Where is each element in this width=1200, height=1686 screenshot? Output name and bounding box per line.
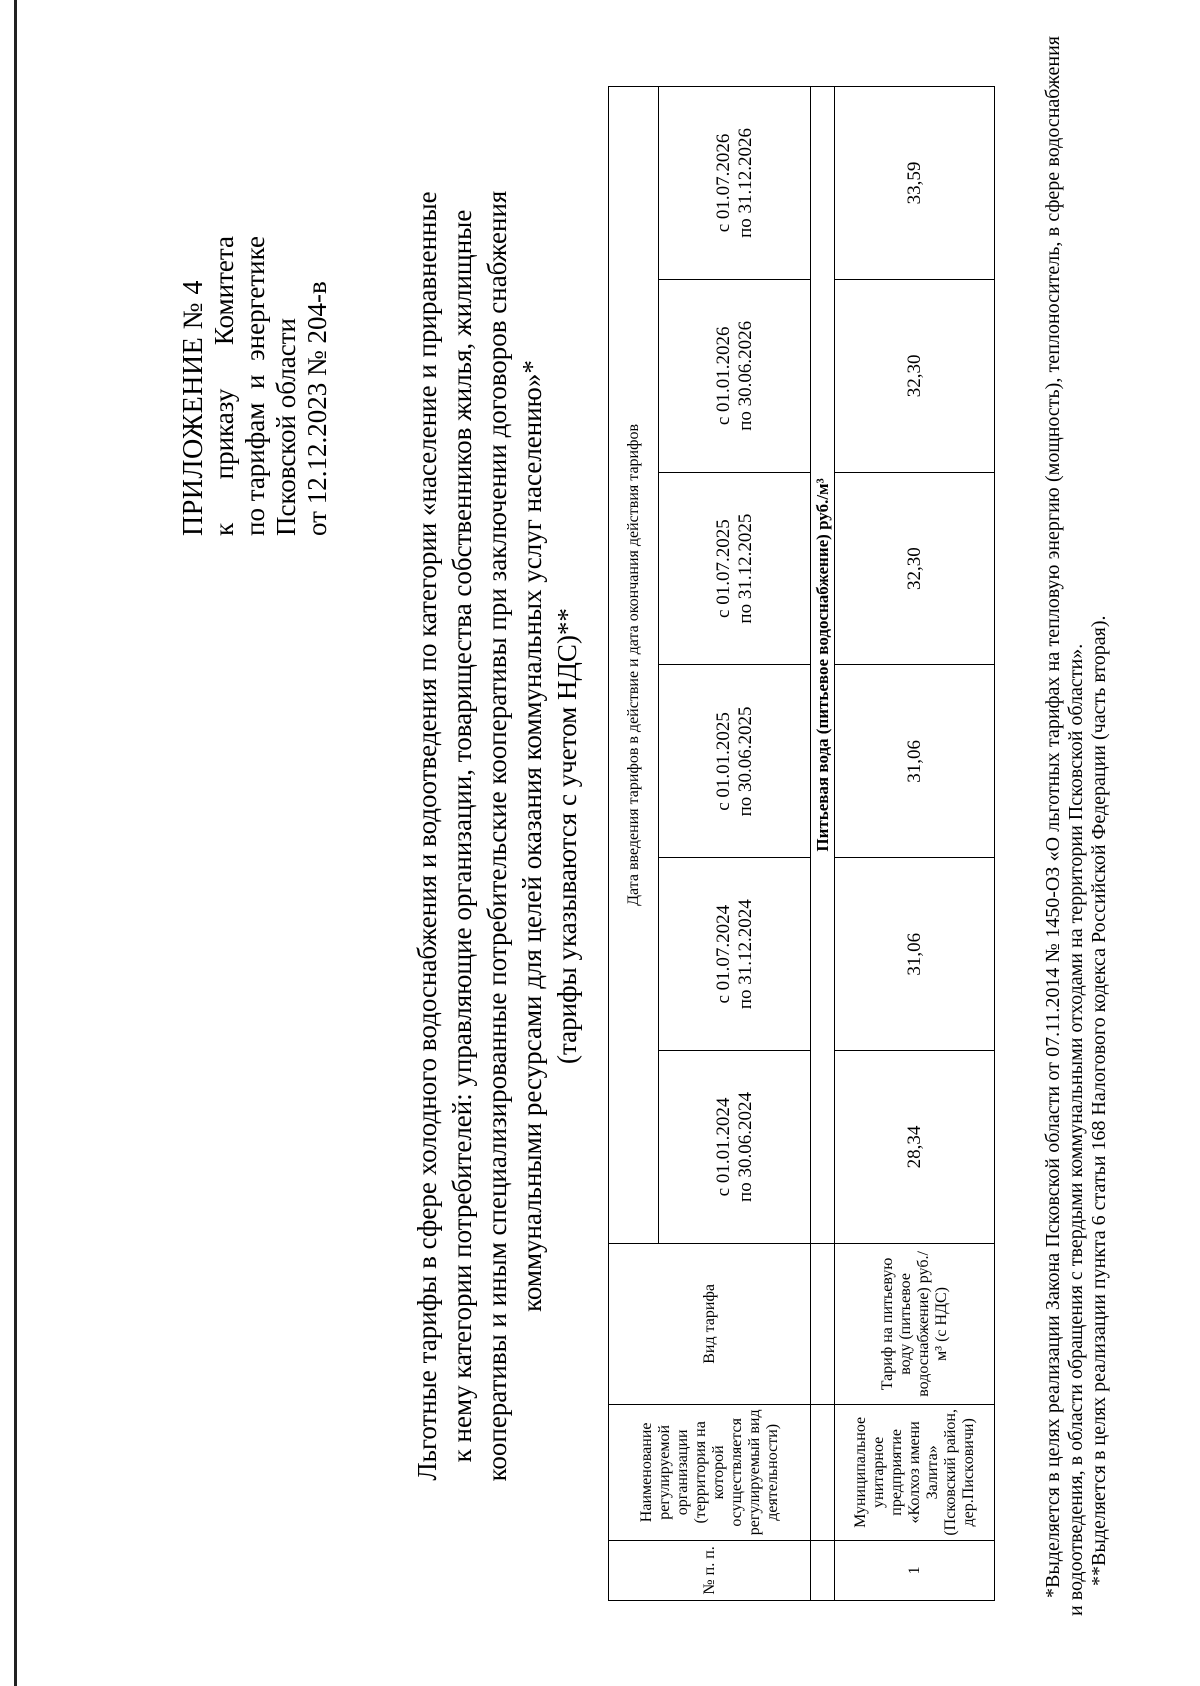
header-kind: Вид тарифа: [609, 1243, 811, 1404]
tariff-value: 32,30: [835, 279, 995, 472]
table-section-row: [811, 87, 835, 1601]
title-line: (тарифы указываются с учетом НДС)**: [552, 608, 582, 1064]
appendix-region: Псковской области: [271, 317, 301, 536]
tariff-value: 32,30: [835, 472, 995, 665]
footnotes: [1042, 36, 1111, 1616]
section-spacer: [811, 1540, 835, 1600]
appendix-word: энергетике: [240, 236, 270, 361]
tariff-value: 28,34: [835, 1051, 995, 1244]
appendix-word: по тарифам: [240, 402, 270, 536]
appendix-word: и: [240, 374, 270, 390]
appendix-word: Комитета: [209, 236, 239, 346]
header-num: № п. п.: [609, 1540, 811, 1600]
title-line: Льготные тарифы в сфере холодного водоснабжения и водоотведения по категории «население и приравненные: [412, 191, 442, 1481]
row-kind: Тариф на питьевую воду (питьевое водоснабжение) руб./м³ (с НДС): [835, 1243, 995, 1404]
period-header: с 01.01.2025 по 30.06.2025: [659, 665, 811, 858]
footnote-1: *Выделяется в целях реализации Закона Псковской области от 07.11.2014 № 1450-ОЗ «О льготных тарифах на тепловую энергию (мощность), теплоноситель, в сфере водоснабжения и водоотведения, в области обращения с твердыми коммунальными отходами на территории Псковской области».: [1042, 36, 1087, 1616]
appendix-order-date: от 12.12.2023 № 204-в: [302, 281, 332, 536]
title-line: к нему категории потребителей: управляющие организации, товарищества собственников жилья, жилищные: [447, 209, 477, 1463]
footnote-2: **Выделяется в целях реализации пункта 6 статьи 168 Налогового кодекса Российской Федерации (часть вторая).: [1088, 615, 1110, 1586]
row-org: Муниципальное унитарное предприятие «Колхоз имени Залита» (Псковский район, дер.Пискoвичи): [835, 1404, 995, 1540]
period-header: с 01.01.2026 по 30.06.2026: [659, 279, 811, 472]
section-spacer: [811, 1243, 835, 1404]
tariff-value: 31,06: [835, 665, 995, 858]
period-header: с 01.07.2024 по 31.12.2024: [659, 858, 811, 1051]
appendix-number: ПРИЛОЖЕНИЕ № 4: [178, 280, 209, 536]
header-org: Наименование регулируемой организации (территория на которой осуществляется регулируемый вид деятельности): [609, 1404, 811, 1540]
appendix-header: [178, 236, 333, 536]
appendix-word: к: [209, 522, 239, 536]
period-header: с 01.01.2024 по 30.06.2024: [659, 1051, 811, 1244]
header-dates-group: Дата введения тарифов в действие и дата окончания действия тарифов: [609, 87, 659, 1244]
title-line: коммунальными ресурсами для целей оказания коммунальных услуг населению»*: [517, 360, 547, 1312]
table-row: [835, 87, 995, 1601]
tariff-value: 33,59: [835, 87, 995, 280]
appendix-line-2: [209, 236, 240, 536]
appendix-word: приказу: [209, 388, 239, 480]
document-title: [410, 116, 585, 1556]
row-num: 1: [835, 1540, 995, 1600]
title-line: кооперативы и иным специализированные потребительские кооперативы при заключении договоров снабжения: [482, 190, 512, 1482]
tariff-table: [608, 86, 995, 1601]
tariff-value: 31,06: [835, 858, 995, 1051]
period-header: с 01.07.2026 по 31.12.2026: [659, 87, 811, 280]
section-spacer: [811, 1404, 835, 1540]
table-header-row: [609, 87, 659, 1601]
period-header: с 01.07.2025 по 31.12.2025: [659, 472, 811, 665]
section-title: Питьевая вода (питьевое водоснабжение) руб./м³: [811, 87, 835, 1244]
appendix-line-3: [240, 236, 271, 536]
